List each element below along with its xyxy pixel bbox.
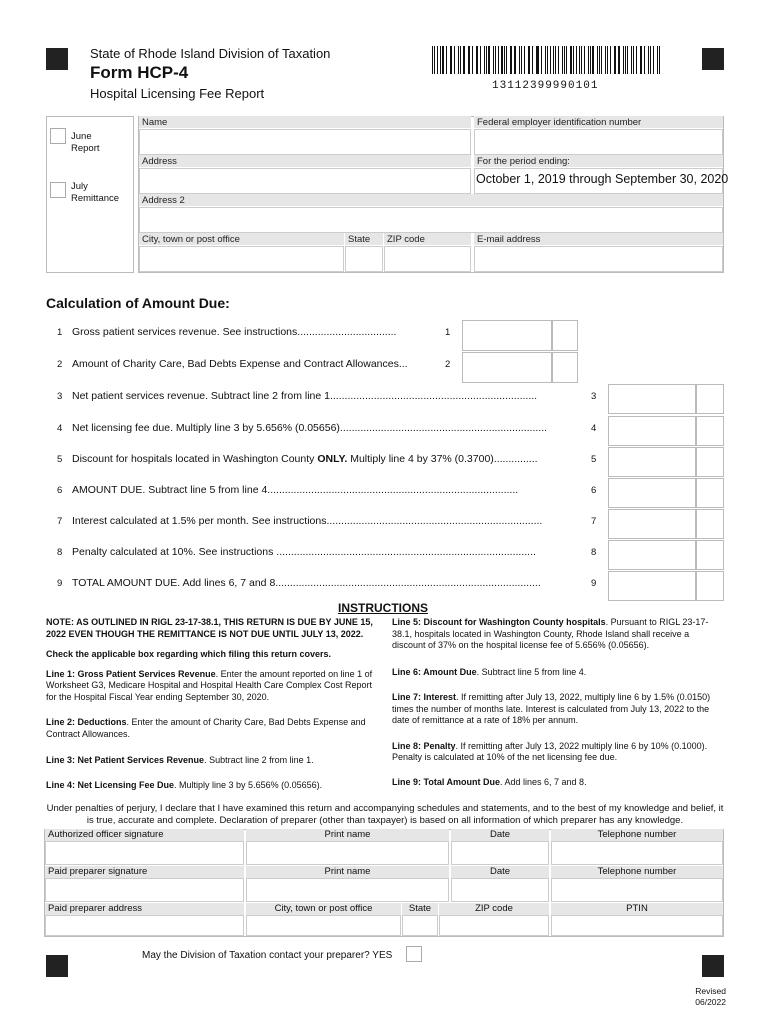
barcode-bar [614, 46, 615, 74]
barcode-bar [454, 46, 455, 74]
officer-print-name-label: Print name [246, 829, 449, 841]
instructions-line9: Line 9: Total Amount Due. Add lines 6, 7 and 8. [392, 776, 587, 787]
preparer-signature-label: Paid preparer signature [45, 866, 244, 878]
preparer-phone-label: Telephone number [551, 866, 723, 878]
instructions-check: Check the applicable box regarding which filing this return covers. [46, 649, 332, 659]
instructions-line2: Line 2: Deductions. Enter the amount of Charity Care, Bad Debts Expense and Contract Allowances. [46, 717, 366, 739]
calc-line-text: Net patient services revenue. Subtract line 2 from line 1....................................................................... [72, 390, 538, 402]
barcode-bar [584, 46, 585, 74]
instructions-note: NOTE: AS OUTLINED IN RIGL 23-17-38.1, THIS RETURN IS DUE BY JUNE 15, 2022 EVEN THOUGH THE REMITTANCE IS NOT DUE UNTIL JULY 13, 2022. [46, 617, 373, 639]
calc-line-number: 2 [57, 359, 63, 370]
barcode-bar [476, 46, 477, 74]
calc-line-number: 3 [57, 391, 63, 402]
calc-line-amount-field[interactable] [462, 352, 552, 383]
barcode-bar [562, 46, 563, 74]
name-field[interactable] [139, 129, 471, 155]
preparer-state-label: State [402, 903, 438, 915]
city-label: City, town or post office [139, 233, 344, 245]
calc-line-cents-field[interactable] [696, 540, 724, 570]
preparer-signature-field[interactable] [45, 878, 244, 902]
officer-print-name-field[interactable] [246, 841, 449, 865]
barcode-bar [440, 46, 441, 74]
barcode-bar [460, 46, 461, 74]
calc-line-cents-field[interactable] [696, 384, 724, 414]
instructions-line7: Line 7: Interest. If remitting after July 13, 2022, multiply line 6 by 1.5% (0.0150) times the number of months late. Interest is calculated from July 13, 2022 to the date of remittance at a rate of 18% per annum. [392, 692, 711, 725]
calc-line-number: 6 [57, 485, 63, 496]
address2-label: Address 2 [139, 194, 723, 206]
period-value: October 1, 2019 through September 30, 2020 [476, 172, 729, 186]
barcode-bar [618, 46, 620, 74]
calc-line-text: Interest calculated at 1.5% per month. See instructions.......................................................................... [72, 515, 543, 527]
zip-label: ZIP code [384, 233, 471, 245]
agency-name: State of Rhode Island Division of Taxation [90, 46, 331, 61]
officer-signature-field[interactable] [45, 841, 244, 865]
barcode-bar [581, 46, 582, 74]
barcode-bar [434, 46, 435, 74]
calc-line-amount-field[interactable] [608, 384, 696, 414]
fein-field[interactable] [474, 129, 723, 155]
calc-line-amount-field[interactable] [608, 571, 696, 601]
instructions-line3: Line 3: Net Patient Services Revenue. Subtract line 2 from line 1. [46, 755, 314, 765]
calc-line-box-number: 1 [445, 327, 451, 338]
email-field[interactable] [474, 246, 723, 272]
city-field[interactable] [139, 246, 344, 272]
calc-line-box-number: 2 [445, 359, 451, 370]
barcode-bar [458, 46, 459, 74]
barcode-bar [480, 46, 481, 74]
calc-line-cents-field[interactable] [696, 478, 724, 508]
ptin-field[interactable] [551, 915, 723, 936]
contact-preparer-yes-checkbox[interactable] [406, 946, 422, 962]
calc-line-box-number: 6 [591, 485, 597, 496]
officer-signature-label: Authorized officer signature [45, 829, 244, 841]
calc-line-text: Penalty calculated at 10%. See instructions ......................................................................................... [72, 546, 536, 558]
barcode-bar [607, 46, 608, 74]
barcode-bar [468, 46, 469, 74]
barcode-number: 13112399990101 [492, 80, 599, 92]
state-field[interactable] [345, 246, 383, 272]
perjury-declaration: Under penalties of perjury, I declare that I have examined this return and accompanying schedules and statements, and to the best of my knowledge and belief, it is true, accurate and complete. Declaration of preparer (other than taxpayer) is based on all information of which preparer has any knowledge. [46, 803, 724, 826]
registration-mark-bottom-right [702, 955, 724, 977]
address2-field[interactable] [139, 207, 723, 233]
address-label: Address [139, 155, 471, 167]
july-remittance-checkbox[interactable] [50, 182, 66, 198]
revision-date: Revised 06/2022 [695, 986, 726, 1007]
barcode-bar [451, 46, 452, 74]
barcode-bar [547, 46, 548, 74]
barcode-bar [597, 46, 598, 74]
name-label: Name [139, 116, 471, 128]
calc-line-box-number: 8 [591, 547, 597, 558]
barcode-bar [532, 46, 533, 74]
barcode-bar [446, 46, 447, 74]
barcode-bar [644, 46, 645, 74]
barcode-bar [633, 46, 634, 74]
officer-date-label: Date [451, 829, 549, 841]
preparer-date-field[interactable] [451, 878, 549, 902]
barcode-bar [541, 46, 542, 74]
instructions-line5: Line 5: Discount for Washington County hospitals. Pursuant to RIGL 23-17-38.1, hospitals located in Washington County, Rhode Island shall receive a discount of 37% on the hospital license fee of 5.656% (0.05656). [392, 617, 709, 650]
barcode-bar [615, 46, 616, 74]
form-title: Form HCP-4 [90, 63, 189, 82]
registration-mark-bottom-left [46, 955, 68, 977]
calc-line-box-number: 3 [591, 391, 597, 402]
calc-line-amount-field[interactable] [608, 478, 696, 508]
fein-label: Federal employer identification number [474, 116, 723, 128]
barcode-bar [570, 46, 572, 74]
barcode-bar [605, 46, 606, 74]
calc-line-box-number: 4 [591, 423, 597, 434]
preparer-date-label: Date [451, 866, 549, 878]
calc-line-number: 1 [57, 327, 63, 338]
barcode-bar [555, 46, 556, 74]
barcode-bar [650, 46, 652, 74]
calc-line-text: Net licensing fee due. Multiply line 3 by 5.656% (0.05656)....................................................................... [72, 422, 548, 434]
preparer-print-name-label: Print name [246, 866, 449, 878]
barcode-bar [545, 46, 546, 74]
barcode-bar [529, 46, 530, 74]
barcode-bar [536, 46, 537, 74]
barcode-bar [486, 46, 487, 74]
calc-line-cents-field[interactable] [552, 320, 578, 351]
preparer-address-label: Paid preparer address [45, 903, 244, 915]
registration-mark-top-left [46, 48, 68, 70]
barcode-bar [514, 46, 516, 74]
june-report-label: June Report [71, 131, 100, 154]
barcode-bar [484, 46, 485, 74]
barcode-bar [510, 46, 511, 74]
preparer-city-field[interactable] [246, 915, 401, 936]
calc-line-number: 4 [57, 423, 63, 434]
calc-line-cents-field[interactable] [696, 447, 724, 477]
barcode-bar [432, 46, 433, 74]
barcode-bar [521, 46, 522, 74]
barcode-bar [653, 46, 654, 74]
barcode-bar [553, 46, 554, 74]
calc-line-cents-field[interactable] [696, 509, 724, 539]
barcode-bar [506, 46, 507, 74]
calc-line-number: 5 [57, 454, 63, 465]
calc-line-amount-field[interactable] [608, 509, 696, 539]
barcode-bar [463, 46, 465, 74]
barcode-bar [528, 46, 529, 74]
calc-line-cents-field[interactable] [696, 416, 724, 446]
barcode-bar [579, 46, 580, 74]
barcode-bar [519, 46, 520, 74]
calc-line-text: TOTAL AMOUNT DUE. Add lines 6, 7 and 8........................................................................................... [72, 577, 541, 589]
preparer-state-field[interactable] [402, 915, 438, 936]
barcode-bar [524, 46, 525, 74]
calc-line-amount-field[interactable] [608, 447, 696, 477]
barcode-bar [566, 46, 567, 74]
barcode-bar [564, 46, 565, 74]
calc-line-amount-field[interactable] [608, 540, 696, 570]
address-field[interactable] [139, 168, 471, 194]
barcode-bar [558, 46, 559, 74]
calc-line-box-number: 9 [591, 578, 597, 589]
preparer-phone-field[interactable] [551, 878, 723, 902]
preparer-zip-label: ZIP code [439, 903, 549, 915]
barcode-bar [550, 46, 551, 74]
instructions-line4: Line 4: Net Licensing Fee Due. Multiply line 3 by 5.656% (0.05656). [46, 779, 323, 790]
barcode-bar [511, 46, 512, 74]
calc-line-box-number: 5 [591, 454, 597, 465]
barcode-bar [576, 46, 577, 74]
barcode-bar [498, 46, 499, 74]
barcode-bar [590, 46, 591, 74]
preparer-city-label: City, town or post office [246, 903, 401, 915]
barcode-bar [627, 46, 628, 74]
july-remittance-label: July Remittance [71, 181, 120, 204]
barcode-bar [488, 46, 490, 74]
barcode-bar [501, 46, 502, 74]
instructions-title: INSTRUCTIONS [338, 601, 428, 615]
barcode-bar [610, 46, 611, 74]
calc-line-number: 7 [57, 516, 63, 527]
barcode-bar [659, 46, 660, 74]
calc-line-cents-field[interactable] [696, 571, 724, 601]
officer-date-field[interactable] [451, 841, 549, 865]
barcode-bar [437, 46, 438, 74]
state-label: State [345, 233, 383, 245]
barcode-bar [657, 46, 658, 74]
calc-line-text: AMOUNT DUE. Subtract line 5 from line 4...................................................................................... [72, 484, 519, 496]
barcode-bar [636, 46, 637, 74]
form-subtitle: Hospital Licensing Fee Report [90, 86, 265, 101]
calc-line-box-number: 7 [591, 516, 597, 527]
barcode-bar [442, 46, 444, 74]
email-label: E-mail address [474, 233, 723, 245]
barcode-bar [641, 46, 642, 74]
barcode [432, 46, 662, 74]
barcode-bar [493, 46, 494, 74]
calc-line-text: Amount of Charity Care, Bad Debts Expense and Contract Allowances... [72, 358, 408, 370]
calc-line-text: Discount for hospitals located in Washington County ONLY. Multiply line 4 by 37% (0.3700)............... [72, 453, 538, 465]
barcode-bar [588, 46, 589, 74]
instructions-line1: Line 1: Gross Patient Services Revenue. Enter the amount reported on line 1 of Worksheet G3, Medicare Hospital and Hospital Health Care Complex Cost Report for the Hospital Fiscal Year ending September 30, 2020. [46, 668, 373, 702]
officer-phone-label: Telephone number [551, 829, 723, 841]
barcode-bar [625, 46, 626, 74]
preparer-print-name-field[interactable] [246, 878, 449, 902]
calc-line-amount-field[interactable] [608, 416, 696, 446]
barcode-bar [469, 46, 470, 74]
barcode-bar [631, 46, 632, 74]
preparer-zip-field[interactable] [439, 915, 549, 936]
calc-line-amount-field[interactable] [462, 320, 552, 351]
instructions-left-column [46, 617, 380, 791]
barcode-bar [472, 46, 473, 74]
zip-field[interactable] [384, 246, 471, 272]
period-label: For the period ending: [474, 155, 723, 167]
calculation-title: Calculation of Amount Due: [46, 295, 230, 311]
officer-phone-field[interactable] [551, 841, 723, 865]
barcode-bar [537, 46, 539, 74]
barcode-bar [599, 46, 600, 74]
calc-line-number: 9 [57, 578, 63, 589]
preparer-address-field[interactable] [45, 915, 244, 936]
calc-line-cents-field[interactable] [552, 352, 578, 383]
barcode-bar [477, 46, 478, 74]
barcode-bar [504, 46, 505, 74]
barcode-bar [573, 46, 574, 74]
ptin-label: PTIN [551, 903, 723, 915]
calc-line-number: 8 [57, 547, 63, 558]
barcode-bar [623, 46, 624, 74]
registration-mark-top-right [702, 48, 724, 70]
barcode-bar [648, 46, 649, 74]
barcode-bar [495, 46, 496, 74]
barcode-bar [450, 46, 451, 74]
instructions-line6: Line 6: Amount Due. Subtract line 5 from line 4. [392, 666, 587, 677]
instructions-line8: Line 8: Penalty. If remitting after July 13, 2022 multiply line 6 by 10% (0.1000). Penalty is calculated at 10% of the net licensing fee due. [392, 740, 708, 762]
instructions-right-column [392, 617, 724, 788]
june-report-checkbox[interactable] [50, 128, 66, 144]
barcode-bar [592, 46, 594, 74]
barcode-bar [601, 46, 602, 74]
barcode-bar [640, 46, 641, 74]
contact-preparer-question: May the Division of Taxation contact your preparer? YES [142, 950, 393, 961]
calc-line-text: Gross patient services revenue. See instructions.................................. [72, 326, 397, 338]
